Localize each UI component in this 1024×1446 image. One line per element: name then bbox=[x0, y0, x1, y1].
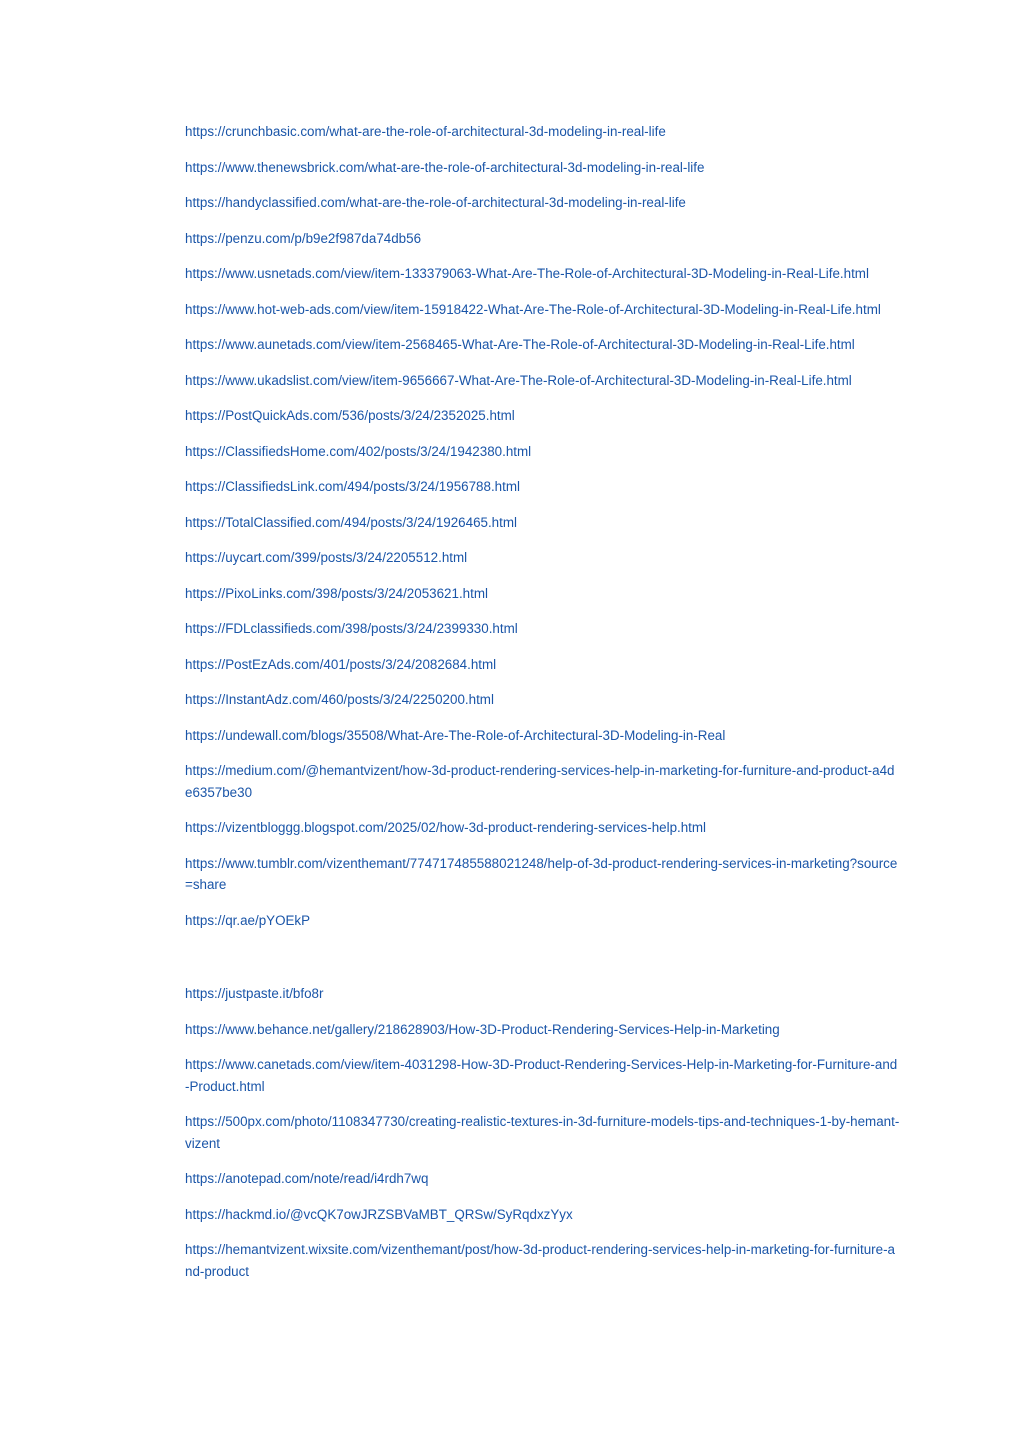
link-item[interactable]: https://InstantAdz.com/460/posts/3/24/2250200.html bbox=[185, 692, 494, 707]
link-item[interactable]: https://ClassifiedsHome.com/402/posts/3/24/1942380.html bbox=[185, 443, 532, 459]
link-item[interactable]: https://www.hot-web-ads.com/view/item-15918422-What-Are-The-Role-of-Architectural-3D-Modeling-in-Real-Life.html bbox=[185, 301, 881, 317]
link-item[interactable]: https://undewall.com/blogs/35508/What-Are-The-Role-of-Architectural-3D-Modeling-in-Real bbox=[185, 727, 726, 743]
link-item[interactable]: https://www.ukadslist.com/view/item-9656667-What-Are-The-Role-of-Architectural-3D-Modeling-in-Real-Life.html bbox=[185, 372, 852, 388]
link-list bbox=[185, 121, 900, 1296]
link-item[interactable]: https://anotepad.com/note/read/i4rdh7wq bbox=[185, 1171, 429, 1186]
link-item[interactable]: https://hemantvizent.wixsite.com/vizenthemant/post/how-3d-product-rendering-services-help-in-marketing-for-furniture-and-product bbox=[185, 1242, 895, 1279]
link-item[interactable]: https://PostEzAds.com/401/posts/3/24/2082684.html bbox=[185, 656, 497, 672]
link-item[interactable]: https://crunchbasic.com/what-are-the-role-of-architectural-3d-modeling-in-real-life bbox=[185, 124, 666, 139]
link-item[interactable]: https://PixoLinks.com/398/posts/3/24/2053621.html bbox=[185, 585, 488, 601]
link-item[interactable]: https://justpaste.it/bfo8r bbox=[185, 986, 324, 1001]
link-item[interactable]: https://www.usnetads.com/view/item-133379063-What-Are-The-Role-of-Architectural-3D-Modeling-in-Real-Life.html bbox=[185, 266, 869, 281]
link-item[interactable]: https://hackmd.io/@vcQK7owJRZSBVaMBT_QRSw/SyRqdxzYyx bbox=[185, 1206, 573, 1222]
link-item[interactable]: https://vizentbloggg.blogspot.com/2025/02/how-3d-product-rendering-services-help.html bbox=[185, 820, 707, 835]
link-item[interactable]: https://500px.com/photo/1108347730/creating-realistic-textures-in-3d-furniture-models-tips-and-techniques-1-by-hemant-vizent bbox=[185, 1114, 900, 1151]
link-item[interactable]: https://www.thenewsbrick.com/what-are-the-role-of-architectural-3d-modeling-in-real-life bbox=[185, 159, 705, 175]
link-item[interactable]: https://FDLclassifieds.com/398/posts/3/24/2399330.html bbox=[185, 621, 518, 636]
link-item[interactable]: https://www.canetads.com/view/item-4031298-How-3D-Product-Rendering-Services-Help-in-Marketing-for-Furniture-and-Product.html bbox=[185, 1057, 898, 1094]
link-item[interactable]: https://www.tumblr.com/vizenthemant/774717485588021248/help-of-3d-product-rendering-services-in-marketing?source=share bbox=[185, 855, 898, 892]
link-item[interactable]: https://qr.ae/pYOEkP bbox=[185, 912, 311, 928]
link-item[interactable]: https://penzu.com/p/b9e2f987da74db56 bbox=[185, 230, 422, 246]
link-item[interactable]: https://TotalClassified.com/494/posts/3/24/1926465.html bbox=[185, 514, 517, 530]
link-item[interactable]: https://ClassifiedsLink.com/494/posts/3/24/1956788.html bbox=[185, 479, 520, 494]
link-item[interactable]: https://handyclassified.com/what-are-the-role-of-architectural-3d-modeling-in-real-life bbox=[185, 195, 686, 210]
link-item[interactable]: https://www.behance.net/gallery/218628903/How-3D-Product-Rendering-Services-Help-in-Marketing bbox=[185, 1021, 780, 1037]
link-item[interactable]: https://www.aunetads.com/view/item-2568465-What-Are-The-Role-of-Architectural-3D-Modeling-in-Real-Life.html bbox=[185, 337, 855, 352]
link-item[interactable]: https://PostQuickAds.com/536/posts/3/24/2352025.html bbox=[185, 408, 515, 423]
link-item[interactable]: https://uycart.com/399/posts/3/24/2205512.html bbox=[185, 550, 468, 565]
link-item[interactable]: https://medium.com/@hemantvizent/how-3d-product-rendering-services-help-in-marketing-for-furniture-and-product-a4de6357be30 bbox=[185, 763, 895, 800]
